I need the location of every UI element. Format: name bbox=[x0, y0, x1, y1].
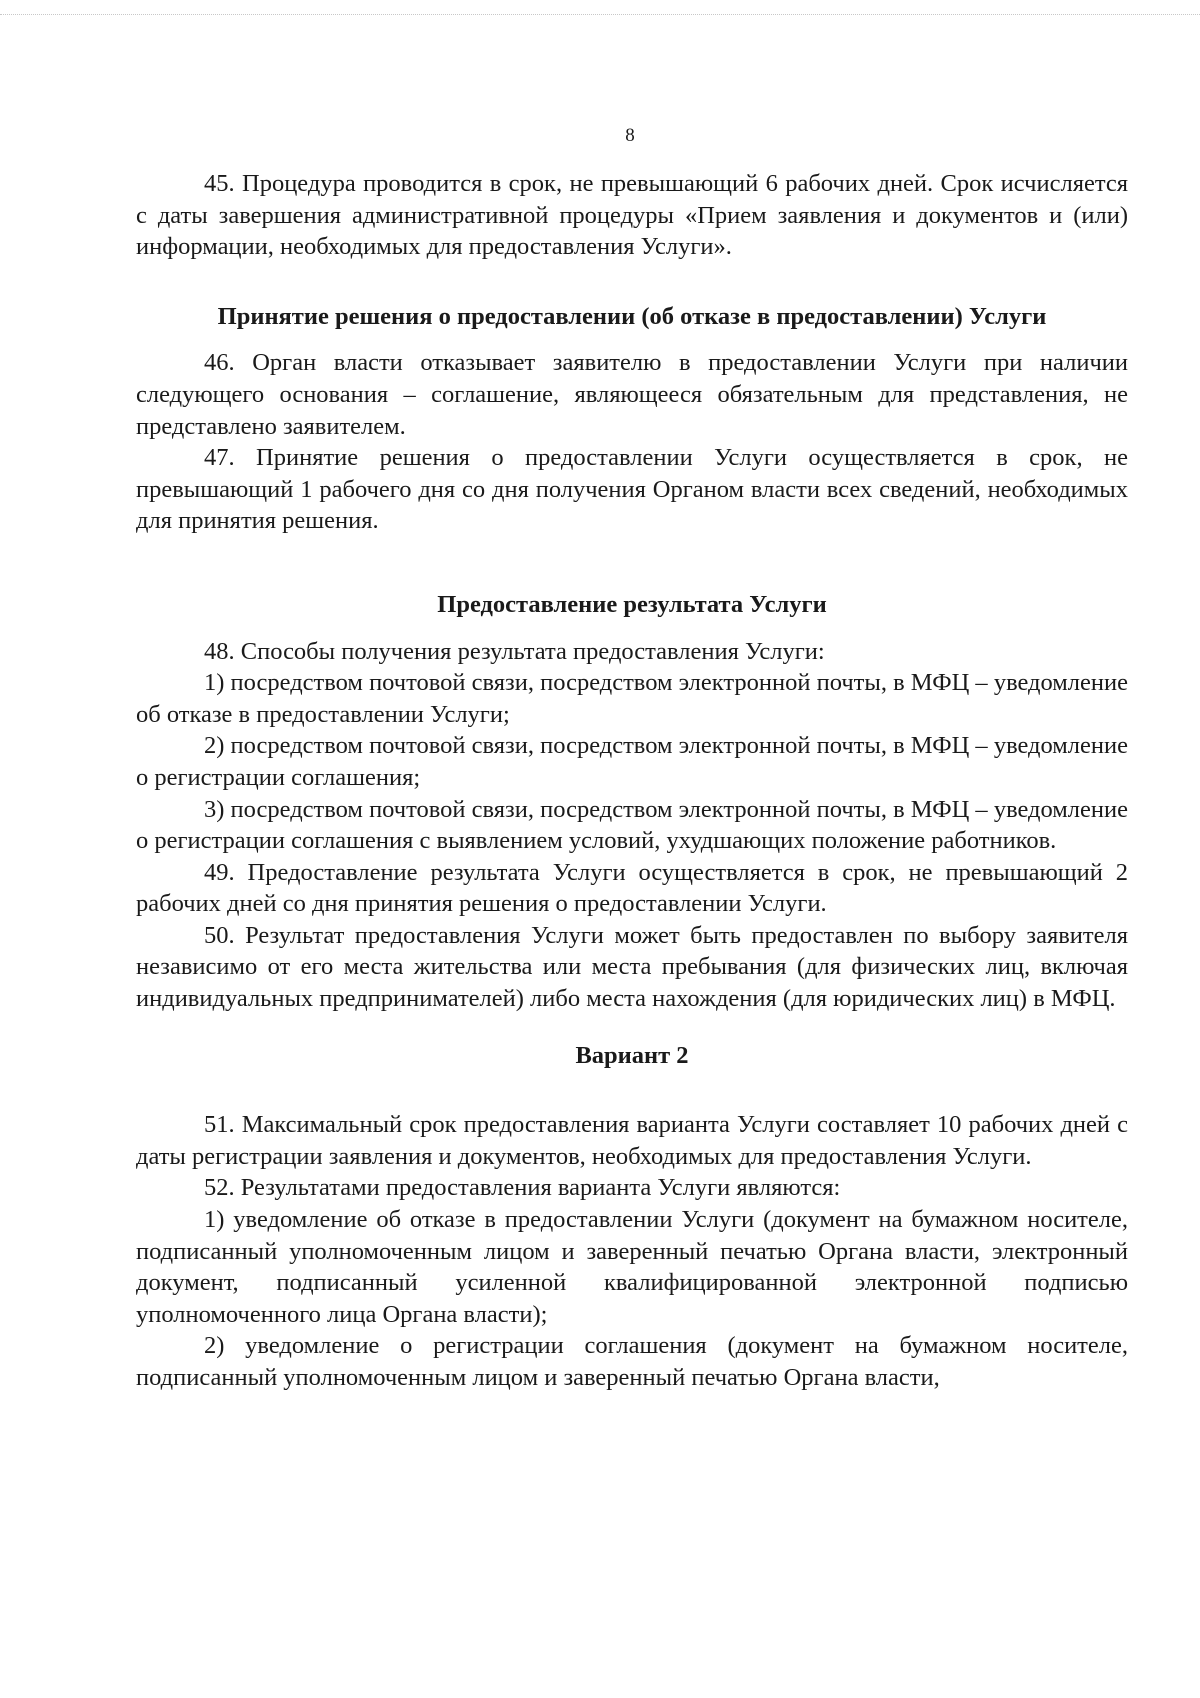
paragraph-45: 45. Процедура проводится в срок, не превышающий 6 рабочих дней. Срок исчисляется с даты завершения административной процедуры «Прием заявления и документов и (или) информации, необходимых для предоставления Услуги». bbox=[136, 170, 1128, 261]
paragraph-48-item-2: 2) посредством почтовой связи, посредством электронной почты, в МФЦ – уведомление о регистрации соглашения; bbox=[136, 732, 1128, 791]
paragraph-48-item-1: 1) посредством почтовой связи, посредством электронной почты, в МФЦ – уведомление об отказе в предоставлении Услуги; bbox=[136, 669, 1128, 728]
paragraph-52: 52. Результатами предоставления варианта Услуги являются: bbox=[204, 1174, 841, 1202]
paragraph-52-item-1: 1) уведомление об отказе в предоставлении Услуги (документ на бумажном носителе, подписанный уполномоченным лицом и заверенный печатью Органа власти, электронный документ, подписанный усиленной квалифицированной электронной подписью уполномоченного лица Органа власти); bbox=[136, 1206, 1128, 1328]
heading-result: Предоставление результата Услуги bbox=[437, 590, 827, 618]
paragraph-51: 51. Максимальный срок предоставления варианта Услуги составляет 10 рабочих дней с даты регистрации заявления и документов, необходимых для предоставления Услуги. bbox=[136, 1111, 1128, 1170]
paragraph-47: 47. Принятие решения о предоставлении Услуги осуществляется в срок, не превышающий 1 рабочего дня со дня получения Органом власти всех сведений, необходимых для принятия решения. bbox=[136, 444, 1128, 535]
scan-edge-line bbox=[0, 14, 1200, 15]
heading-decision: Принятие решения о предоставлении (об отказе в предоставлении) Услуги bbox=[217, 302, 1047, 330]
heading-variant-2: Вариант 2 bbox=[575, 1041, 689, 1069]
paragraph-50: 50. Результат предоставления Услуги может быть предоставлен по выбору заявителя независимо от его места жительства или места пребывания (для физических лиц, включая индивидуальных предпринимателей) либо места нахождения (для юридических лиц) в МФЦ. bbox=[136, 921, 1128, 1013]
paragraph-52-item-2: 2) уведомление о регистрации соглашения (документ на бумажном носителе, подписанный уполномоченным лицом и заверенный печатью Органа власти, bbox=[136, 1332, 1128, 1391]
paragraph-48: 48. Способы получения результата предоставления Услуги: bbox=[204, 637, 825, 665]
document-body bbox=[136, 168, 1128, 1394]
paragraph-46: 46. Орган власти отказывает заявителю в предоставлении Услуги при наличии следующего основания – соглашение, являющееся обязательным для представления, не представлено заявителем. bbox=[136, 349, 1128, 440]
paragraph-48-item-3: 3) посредством почтовой связи, посредством электронной почты, в МФЦ – уведомление о регистрации соглашения с выявлением условий, ухудшающих положение работников. bbox=[136, 795, 1128, 855]
paragraph-49: 49. Предоставление результата Услуги осуществляется в срок, не превышающий 2 рабочих дней со дня принятия решения о предоставлении Услуги. bbox=[136, 858, 1128, 918]
page-number: 8 bbox=[625, 125, 635, 146]
